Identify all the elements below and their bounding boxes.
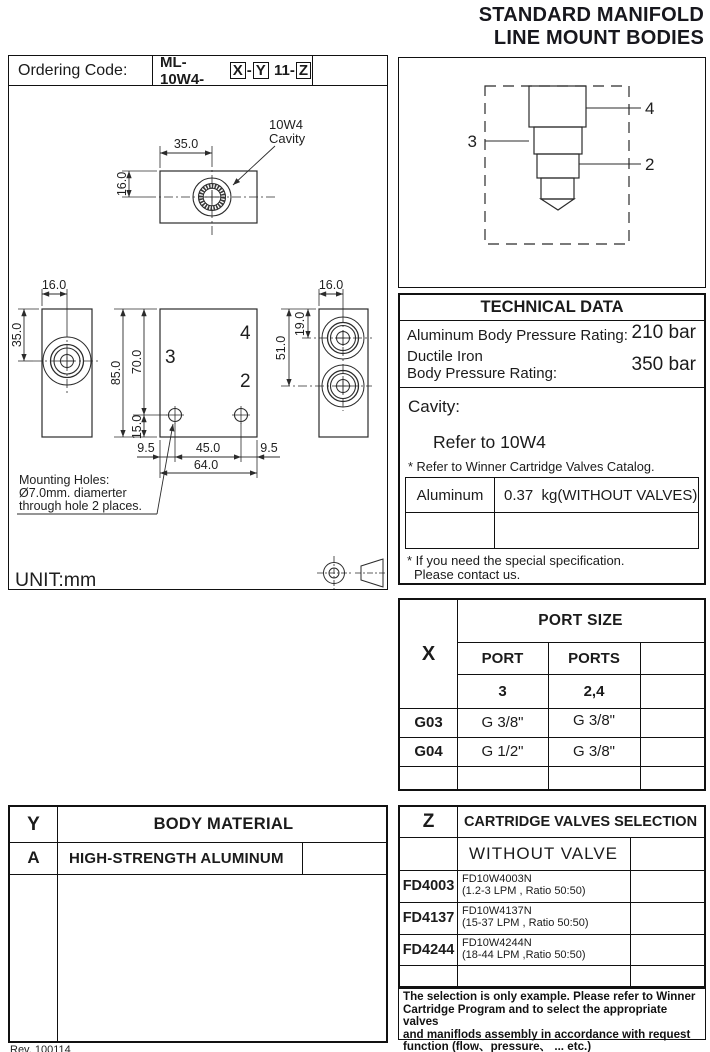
bm-row-a-code: A (27, 848, 40, 867)
ps-row-g04-port3: G 1/2" (481, 743, 524, 760)
schematic-port3-label: 3 (467, 132, 477, 151)
tech-footnote-line2: Please contact us. (414, 567, 521, 582)
page-title-line2: LINE MOUNT BODIES (493, 27, 704, 49)
dim-top-depth: 16.0 (115, 171, 129, 197)
cavity-schematic (399, 58, 704, 286)
note-line3: and maniflods assembly in accordance with request (403, 1027, 691, 1041)
ps-col-port: PORT (481, 649, 524, 667)
dim-left-width: 16.0 (41, 278, 67, 292)
cv-z-header: Z (422, 811, 435, 832)
weight-value: 0.37 kg(WITHOUT VALVES) (504, 486, 698, 504)
cv-row2-desc (462, 905, 589, 929)
unit-label: UNIT:mm (15, 569, 97, 589)
front-view-port4-label: 4 (240, 323, 251, 344)
cv-row2-code: FD4137 (402, 910, 455, 926)
dim-hole-span: 45.0 (195, 441, 221, 455)
right-side-view (274, 278, 372, 437)
dim-port4-top: 19.0 (293, 311, 307, 337)
port-size-table (398, 598, 706, 791)
tech-divider (400, 387, 704, 388)
ps-x-header: X (421, 642, 436, 665)
cv-row3-code: FD4244 (402, 941, 455, 958)
weight-material: Aluminum (416, 486, 484, 504)
aluminum-rating-label: Aluminum Body Pressure Rating: (407, 327, 628, 344)
cv-hline-5 (400, 965, 704, 966)
cv-row1-code: FD4003 (402, 878, 455, 894)
bm-row-a-material: HIGH-STRENGTH ALUMINUM (69, 849, 284, 867)
cv-row3-line1: FD10W4244N (462, 937, 532, 949)
mounting-note-line3: through hole 2 places. (19, 499, 143, 513)
ps-row-g04-code: G04 (414, 743, 443, 760)
mounting-note-line1: Mounting Holes: (19, 473, 110, 487)
footer-revision: Rev. 100114 (10, 1044, 71, 1052)
cv-title: CARTRIDGE VALVES SELECTION (463, 814, 698, 830)
cv-row1-desc (462, 873, 586, 897)
schematic-port4-label: 4 (645, 99, 655, 118)
cavity-label: Cavity: (408, 397, 460, 416)
ps-col-ports: PORTS (568, 649, 620, 667)
cv-row2-line1: FD10W4137N (462, 905, 532, 917)
weight-table-row-divider (406, 512, 698, 513)
dim-right-width: 16.0 (318, 278, 344, 292)
dim-edge-right: 9.5 (260, 441, 278, 455)
ordering-code-y: Y (253, 62, 269, 79)
left-side-view (10, 278, 101, 437)
front-view-port2-label: 2 (240, 371, 251, 392)
cv-vline-2 (630, 837, 631, 986)
page-title-line1: STANDARD MANIFOLD (478, 4, 704, 26)
cavity-callout-line1: 10W4 (269, 117, 303, 132)
dimension-drawing (9, 86, 386, 589)
cavity-value: Refer to 10W4 (433, 432, 546, 452)
drawing-panel (8, 55, 388, 590)
ps-row-g03-ports24: G 3/8" (572, 712, 615, 729)
weight-table (405, 477, 699, 549)
note-line2: Cartridge Program and to select the appropriate valves (403, 1002, 668, 1029)
ps-title: PORT SIZE (538, 612, 623, 629)
technical-data-panel (398, 293, 706, 585)
cavity-schematic-panel (398, 57, 706, 288)
ordering-code-dash: - (246, 62, 252, 79)
ps-row-g03-port3: G 3/8" (481, 714, 524, 731)
bm-hline-2 (10, 874, 386, 875)
cv-row1-line2: (1.2-3 LPM , Ratio 50:50) (462, 885, 586, 897)
selection-note (398, 988, 706, 1052)
dim-left-height: 35.0 (10, 322, 24, 348)
cavity-callout-line2: Cavity (269, 131, 306, 146)
technical-data-title: TECHNICAL DATA (400, 295, 704, 321)
ordering-code-prefix: ML-10W4- (160, 53, 205, 88)
ps-hline-5 (400, 766, 704, 767)
ordering-code-label: Ordering Code: (9, 56, 153, 85)
dim-top-width: 35.0 (173, 137, 199, 151)
ps-row-g03-code: G03 (414, 714, 443, 731)
ps-row-g04-ports24: G 3/8" (572, 743, 615, 760)
cartridge-valves-table (398, 805, 706, 988)
mounting-note-line2: Ø7.0mm. diamerter (19, 486, 127, 500)
dim-body-height: 85.0 (109, 360, 123, 386)
front-view (109, 309, 280, 478)
note-line1: The selection is only example. Please refer to Winner (403, 990, 696, 1003)
front-view-port3-label: 3 (165, 347, 176, 368)
cv-row3-line2: (18-44 LPM ,Ratio 50:50) (462, 949, 586, 961)
ductile-rating-label-line1: Ductile Iron (407, 348, 483, 365)
ordering-code-value (153, 53, 313, 88)
ps-sub-ports: 2,4 (583, 682, 605, 700)
note-line4: function (flow、pressure、 ... etc.) (403, 1040, 592, 1052)
third-angle-projection-icon (317, 556, 386, 589)
ordering-code-row (9, 53, 387, 88)
bm-vline-2 (302, 842, 303, 874)
ordering-code-z: Z (296, 62, 311, 79)
aluminum-rating-value: 210 bar (631, 322, 696, 343)
dim-hole-bottom: 15.0 (130, 414, 144, 440)
mounting-holes-note (17, 424, 173, 514)
bm-y-header: Y (27, 813, 40, 835)
cv-without-valve: WITHOUT VALVE (468, 843, 619, 863)
dim-edge-left: 9.5 (137, 441, 155, 455)
top-view (115, 117, 306, 236)
ductile-rating-value: 350 bar (631, 354, 696, 375)
dim-port2-top: 51.0 (274, 335, 288, 361)
page-title (479, 4, 704, 50)
cv-row3-desc (462, 937, 586, 961)
ps-sub-port: 3 (498, 682, 507, 700)
cv-row1-line1: FD10W4003N (462, 873, 532, 885)
bm-title: BODY MATERIAL (153, 815, 294, 833)
ductile-rating-label-line2: Body Pressure Rating: (407, 365, 558, 382)
ordering-code-mid: 11- (269, 62, 295, 79)
cv-row2-line2: (15-37 LPM , Ratio 50:50) (462, 917, 589, 929)
body-material-table (8, 805, 388, 1043)
dim-overall-width: 64.0 (193, 458, 219, 472)
tech-footnote-line1: * If you need the special specification. (407, 553, 625, 568)
cavity-note: * Refer to Winner Cartridge Valves Catalog. (408, 459, 655, 474)
ordering-code-x: X (230, 62, 246, 79)
schematic-port2-label: 2 (645, 155, 655, 174)
dim-hole-top: 70.0 (130, 349, 144, 375)
